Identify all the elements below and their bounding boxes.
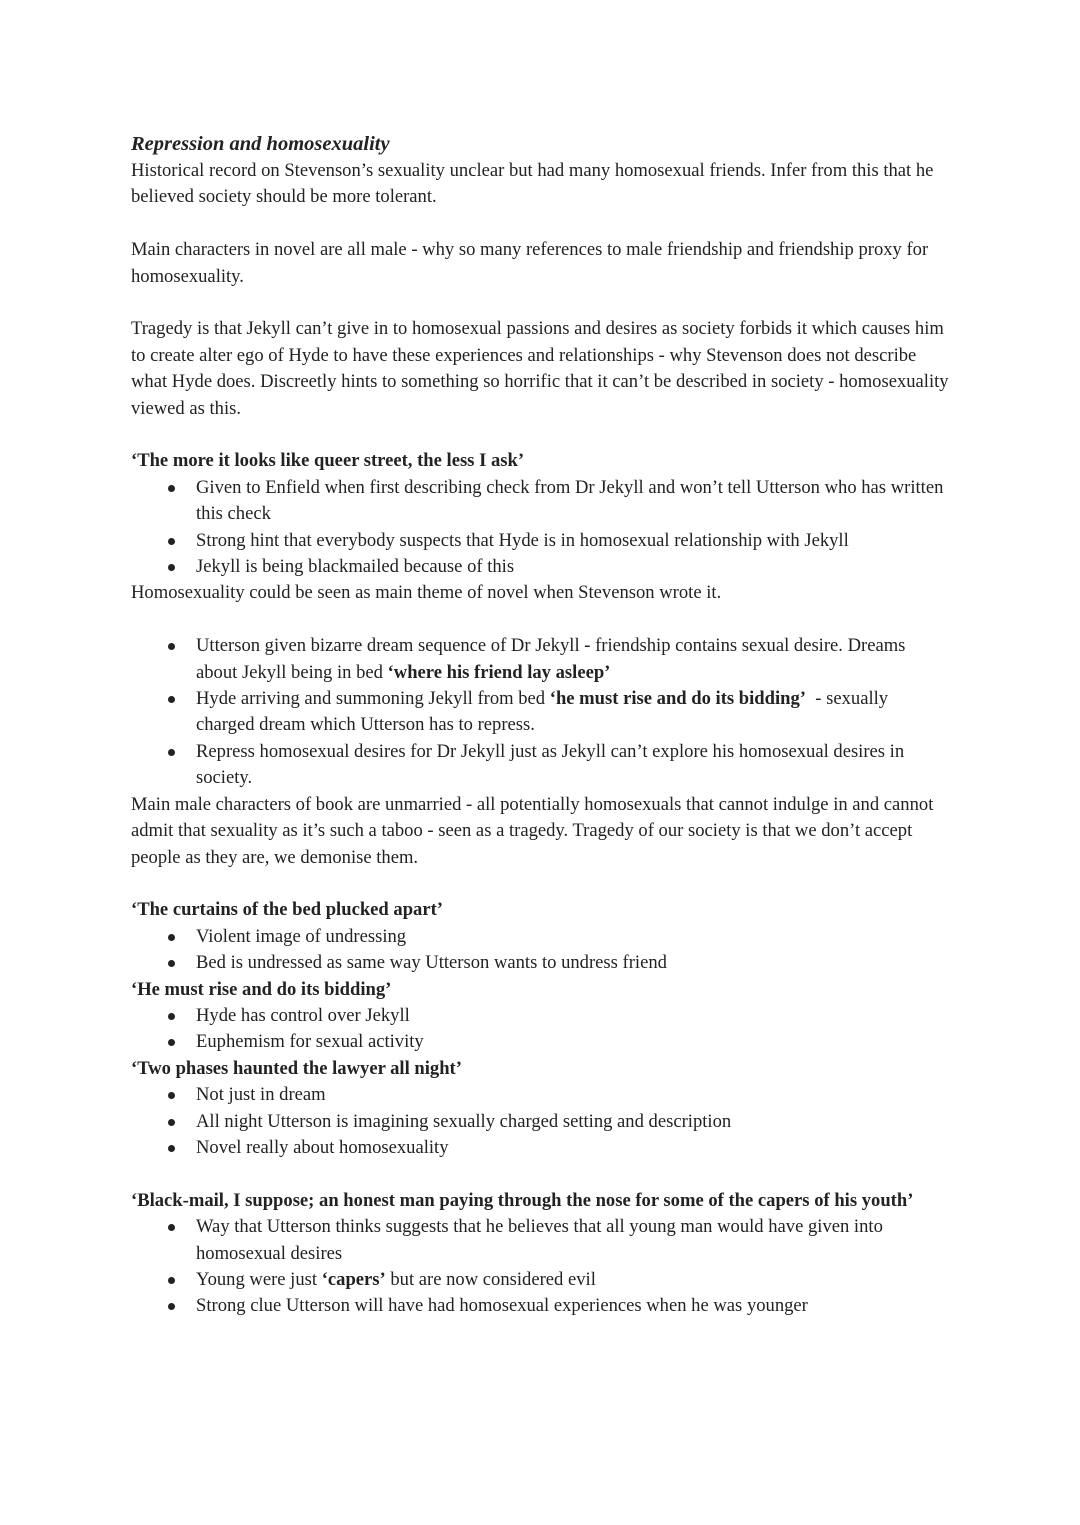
document-page — [131, 130, 951, 1320]
paragraph-main-characters: Main characters in novel are all male - why so many references to male friendship and friendship proxy for homosexuality. — [131, 239, 929, 287]
bullet-quote: ‘capers’ — [321, 1268, 386, 1290]
bullet-list-rise-bidding — [131, 1003, 951, 1056]
bullet-list-dream — [131, 633, 951, 791]
list-item — [196, 1267, 951, 1293]
quote-rise-bidding: ‘He must rise and do its bidding’ — [131, 978, 392, 1000]
list-item: Hyde has control over Jekyll — [196, 1003, 951, 1029]
list-item: Bed is undressed as same way Utterson wants to undress friend — [196, 950, 951, 976]
spacer — [131, 422, 951, 448]
quote-queer-street: ‘The more it looks like queer street, the less I ask’ — [131, 450, 525, 472]
quote-two-phases: ‘Two phases haunted the lawyer all night’ — [131, 1057, 462, 1079]
spacer — [131, 211, 951, 237]
bullet-text: but are now considered evil — [385, 1268, 596, 1290]
bullet-text: Hyde arriving and summoning Jekyll from bed — [196, 688, 550, 710]
list-item: Repress homosexual desires for Dr Jekyll just as Jekyll can’t explore his homosexual desires in society. — [196, 739, 951, 792]
bullet-list-two-phases — [131, 1082, 951, 1161]
list-item — [196, 686, 951, 739]
quote-black-mail: ‘Black-mail, I suppose; an honest man paying through the nose for some of the capers of his youth’ — [131, 1189, 914, 1211]
list-item: All night Utterson is imagining sexually charged setting and description — [196, 1109, 951, 1135]
bullet-text: Utterson given bizarre dream sequence of Dr Jekyll - friendship contains sexual desire. Dreams about Jekyll being in bed — [196, 635, 906, 683]
section-heading: Repression and homosexuality — [131, 133, 390, 155]
list-item: Strong hint that everybody suspects that Hyde is in homosexual relationship with Jekyll — [196, 528, 951, 554]
bullet-quote: ‘he must rise and do its bidding’ — [549, 688, 806, 710]
list-item: Novel really about homosexuality — [196, 1135, 951, 1161]
bullet-text: - sexually charged dream which Utterson has to repress. — [196, 688, 893, 736]
list-item: Given to Enfield when first describing check from Dr Jekyll and won’t tell Utterson who has written this check — [196, 475, 951, 528]
paragraph-main-theme: Homosexuality could be seen as main theme of novel when Stevenson wrote it. — [131, 582, 722, 604]
list-item: Way that Utterson thinks suggests that he believes that all young man would have given into homosexual desires — [196, 1214, 951, 1267]
paragraph-unmarried: Main male characters of book are unmarried - all potentially homosexuals that cannot indulge in and cannot admit that sexuality as it’s such a taboo - seen as a tragedy. Tragedy of our society is that we don’t accept people as they are, we demonise them. — [131, 793, 934, 868]
spacer — [131, 1161, 951, 1187]
paragraph-historical-record: Historical record on Stevenson’s sexuality unclear but had many homosexual friends. Infer from this that he believed society should be more tolerant. — [131, 160, 934, 208]
bullet-list-curtains — [131, 924, 951, 977]
bullet-text: Young were just — [196, 1268, 322, 1290]
list-item: Euphemism for sexual activity — [196, 1029, 951, 1055]
list-item: Strong clue Utterson will have had homosexual experiences when he was younger — [196, 1293, 951, 1319]
spacer — [131, 290, 951, 316]
spacer — [131, 871, 951, 897]
bullet-quote: ‘where his friend lay asleep’ — [387, 661, 611, 683]
spacer — [131, 607, 951, 633]
bullet-list-queer-street — [131, 475, 951, 581]
quote-curtains: ‘The curtains of the bed plucked apart’ — [131, 899, 443, 921]
list-item — [196, 633, 951, 686]
bullet-list-black-mail — [131, 1214, 951, 1320]
paragraph-tragedy: Tragedy is that Jekyll can’t give in to homosexual passions and desires as society forbids it which causes him to create alter ego of Hyde to have these experiences and relationships - why Stevenson does not describe what Hyde does. Discreetly hints to something so horrific that it can’t be described in society - homosexuality viewed as this. — [131, 318, 949, 419]
list-item: Violent image of undressing — [196, 924, 951, 950]
list-item: Not just in dream — [196, 1082, 951, 1108]
list-item: Jekyll is being blackmailed because of this — [196, 554, 951, 580]
